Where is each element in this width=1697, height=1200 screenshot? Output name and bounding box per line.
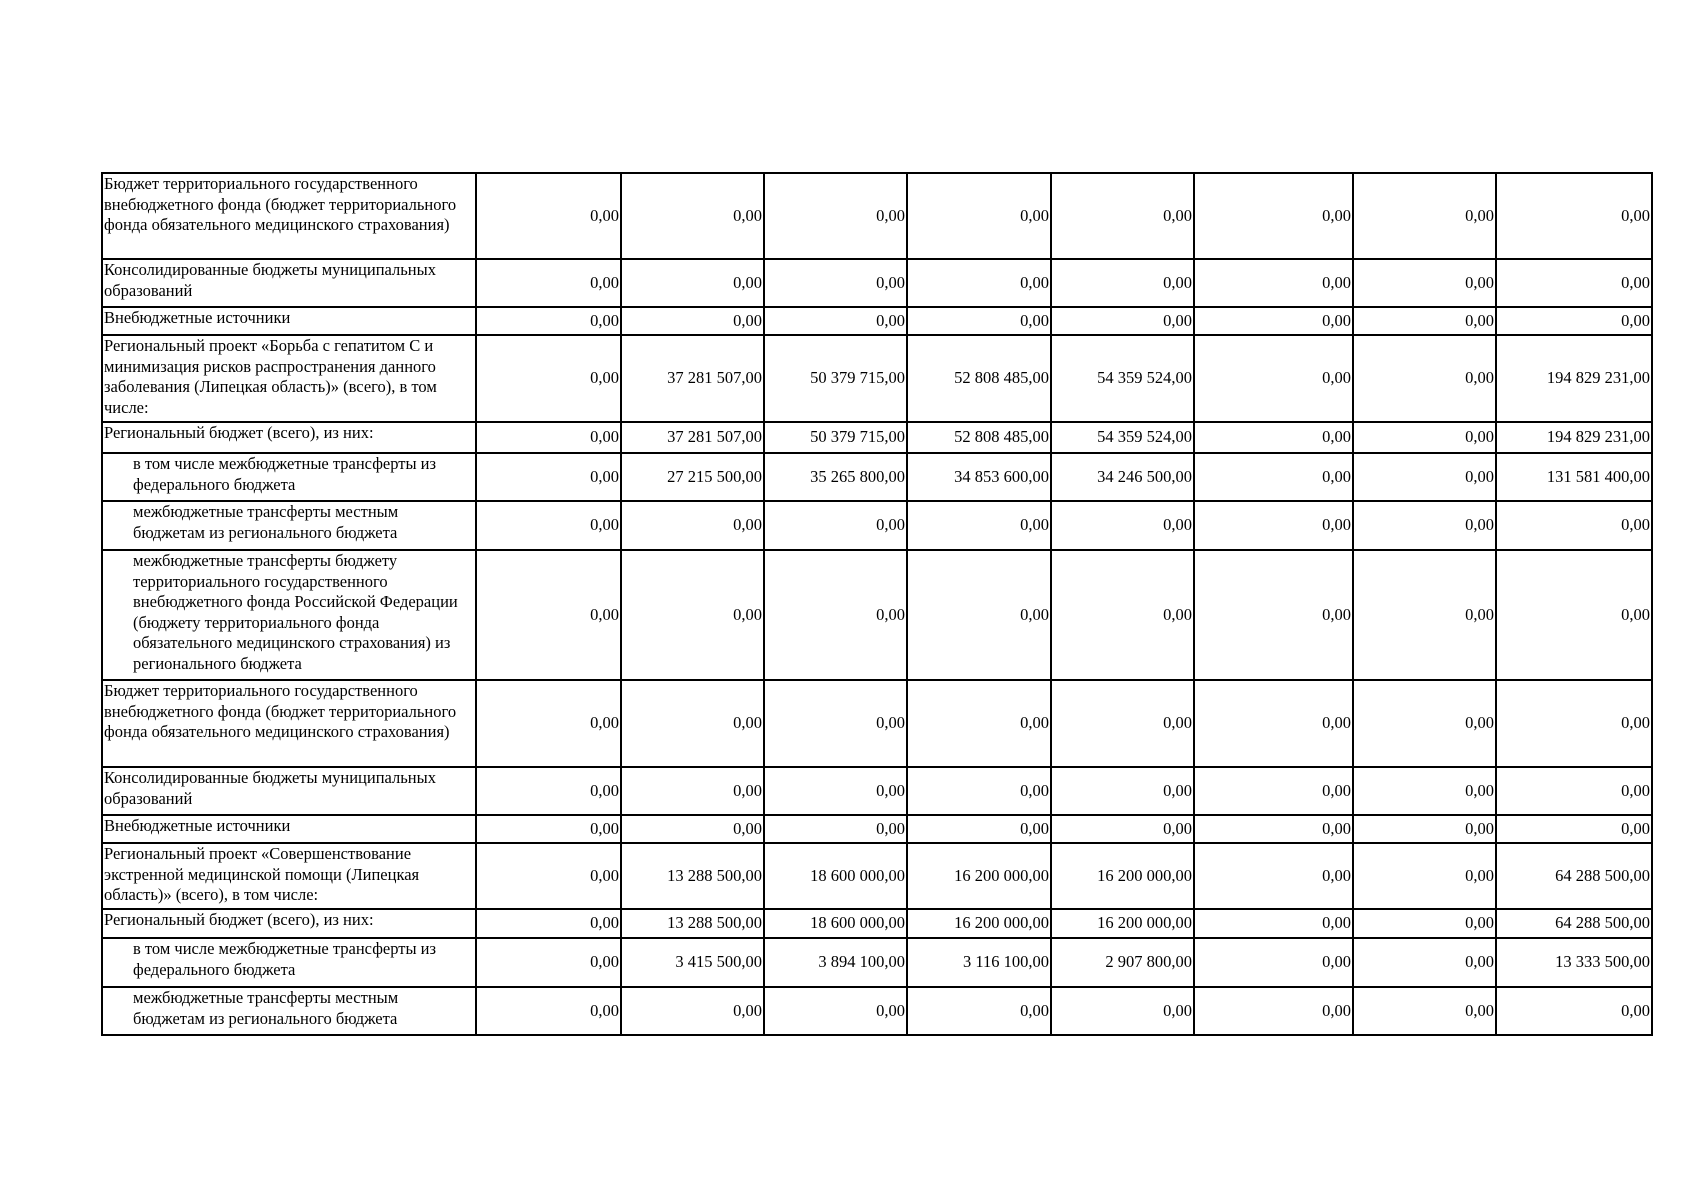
row-total-value: 0,00 (1496, 173, 1652, 259)
row-value: 0,00 (476, 259, 621, 307)
row-total-value: 64 288 500,00 (1496, 843, 1652, 909)
row-total-value: 0,00 (1496, 767, 1652, 815)
row-value: 0,00 (1194, 335, 1353, 422)
row-value: 0,00 (476, 550, 621, 680)
row-value: 0,00 (1051, 550, 1194, 680)
row-value: 52 808 485,00 (907, 335, 1051, 422)
row-value: 0,00 (1194, 938, 1353, 987)
row-value: 0,00 (1194, 815, 1353, 843)
row-value: 0,00 (1353, 259, 1496, 307)
row-value: 0,00 (1194, 501, 1353, 550)
table-row (102, 909, 1652, 938)
row-value: 0,00 (764, 550, 907, 680)
row-total-value: 194 829 231,00 (1496, 422, 1652, 453)
row-value: 0,00 (1353, 422, 1496, 453)
row-total-value: 0,00 (1496, 307, 1652, 335)
row-value: 0,00 (764, 173, 907, 259)
row-total-value: 0,00 (1496, 815, 1652, 843)
row-value: 0,00 (1194, 680, 1353, 767)
row-value: 0,00 (907, 307, 1051, 335)
row-label: Консолидированные бюджеты муниципальных образований (102, 767, 476, 815)
row-value: 0,00 (1051, 307, 1194, 335)
row-value: 0,00 (764, 680, 907, 767)
row-value: 0,00 (1051, 815, 1194, 843)
row-label: Региональный проект «Борьба с гепатитом С и минимизация рисков распространения данного заболевания (Липецкая область)» (всего), в том числе: (102, 335, 476, 422)
row-value: 13 288 500,00 (621, 909, 764, 938)
row-total-value: 13 333 500,00 (1496, 938, 1652, 987)
row-value: 0,00 (476, 422, 621, 453)
table-row (102, 173, 1652, 259)
row-value: 54 359 524,00 (1051, 422, 1194, 453)
row-total-value: 0,00 (1496, 987, 1652, 1035)
row-value: 0,00 (621, 680, 764, 767)
row-value: 18 600 000,00 (764, 909, 907, 938)
row-value: 0,00 (476, 767, 621, 815)
row-value: 0,00 (1353, 680, 1496, 767)
row-value: 16 200 000,00 (1051, 909, 1194, 938)
row-value: 16 200 000,00 (1051, 843, 1194, 909)
row-label: межбюджетные трансферты бюджету территориального государственного внебюджетного фонда Российской Федерации (бюджету территориального фонда обязательного медицинского страхования) из регионального бюджета (102, 550, 476, 680)
row-value: 0,00 (1051, 259, 1194, 307)
row-value: 0,00 (907, 815, 1051, 843)
table-row (102, 767, 1652, 815)
table-row (102, 938, 1652, 987)
row-value: 50 379 715,00 (764, 335, 907, 422)
row-value: 0,00 (1051, 987, 1194, 1035)
row-label: Региональный проект «Совершенствование экстренной медицинской помощи (Липецкая область)» (всего), в том числе: (102, 843, 476, 909)
row-value: 0,00 (1194, 843, 1353, 909)
row-value: 0,00 (476, 335, 621, 422)
table-row (102, 259, 1652, 307)
row-value: 0,00 (1051, 767, 1194, 815)
row-value: 0,00 (621, 987, 764, 1035)
row-value: 37 281 507,00 (621, 335, 764, 422)
row-value: 0,00 (1353, 767, 1496, 815)
table-row (102, 987, 1652, 1035)
row-value: 0,00 (764, 767, 907, 815)
row-value: 0,00 (1194, 422, 1353, 453)
row-value: 0,00 (476, 815, 621, 843)
row-value: 34 853 600,00 (907, 453, 1051, 501)
row-value: 13 288 500,00 (621, 843, 764, 909)
row-value: 3 415 500,00 (621, 938, 764, 987)
table-row (102, 335, 1652, 422)
row-total-value: 0,00 (1496, 259, 1652, 307)
row-label: Консолидированные бюджеты муниципальных образований (102, 259, 476, 307)
row-value: 54 359 524,00 (1051, 335, 1194, 422)
table-row (102, 550, 1652, 680)
row-value: 50 379 715,00 (764, 422, 907, 453)
row-value: 0,00 (764, 307, 907, 335)
row-value: 0,00 (476, 680, 621, 767)
row-value: 18 600 000,00 (764, 843, 907, 909)
row-value: 0,00 (476, 173, 621, 259)
row-value: 0,00 (1051, 680, 1194, 767)
row-value: 0,00 (1194, 453, 1353, 501)
budget-table (101, 172, 1653, 1036)
row-value: 34 246 500,00 (1051, 453, 1194, 501)
row-value: 0,00 (476, 909, 621, 938)
row-value: 0,00 (1051, 173, 1194, 259)
row-value: 0,00 (476, 453, 621, 501)
row-label: межбюджетные трансферты местным бюджетам из регионального бюджета (102, 501, 476, 550)
row-value: 16 200 000,00 (907, 843, 1051, 909)
row-value: 0,00 (1353, 173, 1496, 259)
row-value: 0,00 (476, 843, 621, 909)
table-row (102, 501, 1652, 550)
row-value: 0,00 (1194, 173, 1353, 259)
table-row (102, 815, 1652, 843)
row-value: 0,00 (1051, 501, 1194, 550)
row-value: 0,00 (1353, 501, 1496, 550)
row-value: 0,00 (621, 550, 764, 680)
row-total-value: 64 288 500,00 (1496, 909, 1652, 938)
row-label: Региональный бюджет (всего), из них: (102, 422, 476, 453)
row-value: 0,00 (1353, 307, 1496, 335)
row-value: 3 894 100,00 (764, 938, 907, 987)
row-value: 0,00 (764, 815, 907, 843)
row-value: 0,00 (621, 173, 764, 259)
row-label: Региональный бюджет (всего), из них: (102, 909, 476, 938)
row-value: 0,00 (764, 987, 907, 1035)
table-row (102, 453, 1652, 501)
row-value: 0,00 (764, 501, 907, 550)
table-row (102, 422, 1652, 453)
row-value: 0,00 (907, 987, 1051, 1035)
row-value: 0,00 (1194, 987, 1353, 1035)
row-total-value: 0,00 (1496, 550, 1652, 680)
row-total-value: 131 581 400,00 (1496, 453, 1652, 501)
row-label: межбюджетные трансферты местным бюджетам из регионального бюджета (102, 987, 476, 1035)
row-label: в том числе межбюджетные трансферты из федерального бюджета (102, 938, 476, 987)
row-value: 0,00 (1194, 909, 1353, 938)
row-value: 0,00 (476, 938, 621, 987)
row-value: 27 215 500,00 (621, 453, 764, 501)
row-value: 0,00 (1353, 987, 1496, 1035)
row-value: 35 265 800,00 (764, 453, 907, 501)
table-row (102, 307, 1652, 335)
row-value: 16 200 000,00 (907, 909, 1051, 938)
row-label: Внебюджетные источники (102, 307, 476, 335)
row-total-value: 0,00 (1496, 680, 1652, 767)
row-value: 0,00 (1194, 259, 1353, 307)
row-label: Бюджет территориального государственного внебюджетного фонда (бюджет территориального фонда обязательного медицинского страхования) (102, 680, 476, 767)
row-value: 0,00 (1353, 815, 1496, 843)
row-value: 0,00 (764, 259, 907, 307)
row-value: 0,00 (907, 259, 1051, 307)
table-row (102, 843, 1652, 909)
row-value: 2 907 800,00 (1051, 938, 1194, 987)
row-label: в том числе межбюджетные трансферты из федерального бюджета (102, 453, 476, 501)
row-value: 0,00 (1353, 335, 1496, 422)
row-value: 0,00 (1194, 307, 1353, 335)
row-label: Бюджет территориального государственного внебюджетного фонда (бюджет территориального фонда обязательного медицинского страхования) (102, 173, 476, 259)
row-value: 0,00 (907, 767, 1051, 815)
row-value: 0,00 (621, 307, 764, 335)
row-value: 0,00 (476, 987, 621, 1035)
row-value: 0,00 (1194, 767, 1353, 815)
row-total-value: 194 829 231,00 (1496, 335, 1652, 422)
table-row (102, 680, 1652, 767)
row-value: 0,00 (907, 550, 1051, 680)
row-value: 0,00 (1353, 938, 1496, 987)
row-value: 52 808 485,00 (907, 422, 1051, 453)
row-value: 0,00 (621, 767, 764, 815)
row-value: 37 281 507,00 (621, 422, 764, 453)
row-value: 0,00 (1353, 453, 1496, 501)
row-total-value: 0,00 (1496, 501, 1652, 550)
row-value: 0,00 (907, 501, 1051, 550)
row-label: Внебюджетные источники (102, 815, 476, 843)
row-value: 0,00 (907, 680, 1051, 767)
row-value: 0,00 (621, 501, 764, 550)
row-value: 0,00 (621, 259, 764, 307)
row-value: 0,00 (1194, 550, 1353, 680)
row-value: 0,00 (476, 307, 621, 335)
row-value: 3 116 100,00 (907, 938, 1051, 987)
row-value: 0,00 (1353, 843, 1496, 909)
budget-table-body (102, 173, 1652, 1035)
row-value: 0,00 (476, 501, 621, 550)
row-value: 0,00 (621, 815, 764, 843)
row-value: 0,00 (1353, 909, 1496, 938)
row-value: 0,00 (1353, 550, 1496, 680)
row-value: 0,00 (907, 173, 1051, 259)
